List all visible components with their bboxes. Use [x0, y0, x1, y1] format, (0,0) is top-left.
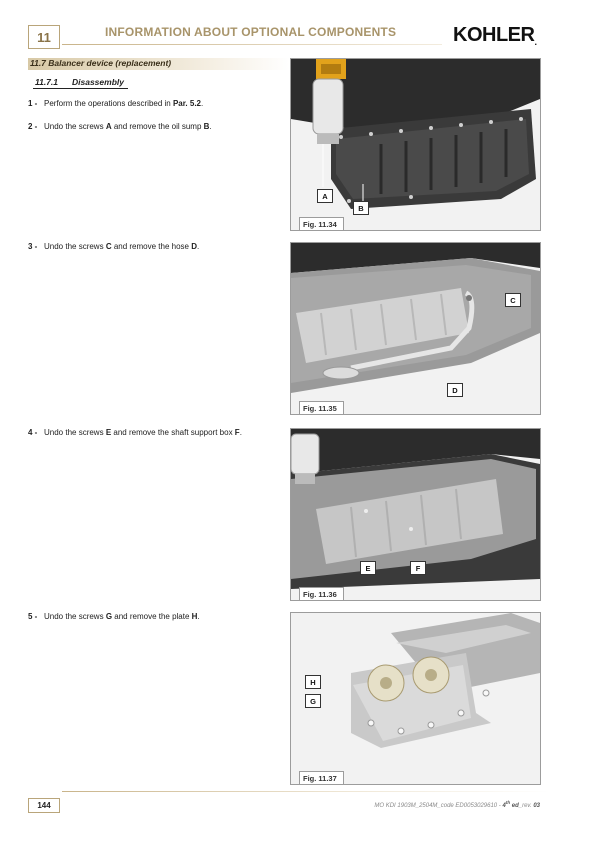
step-3: 3 - Undo the screws C and remove the hose D.: [28, 242, 200, 251]
figure-caption: Fig. 11.36: [299, 587, 344, 601]
callout-label-f: F: [410, 561, 426, 575]
callout-label-h: H: [305, 675, 321, 689]
callout-label-d: D: [447, 383, 463, 397]
header-title: INFORMATION ABOUT OPTIONAL COMPONENTS: [105, 25, 397, 39]
subsection-underline: [33, 88, 128, 89]
step-1: 1 - Perform the operations described in Par. 5.2.: [28, 99, 204, 108]
figure-oil-sump: [290, 58, 541, 231]
figure-shaft-support-box: [290, 428, 541, 601]
header-divider: [62, 44, 442, 45]
step-2: 2 - Undo the screws A and remove the oil sump B.: [28, 122, 212, 131]
subsection-number: 11.7.1: [35, 77, 59, 87]
plate-illustration: [291, 613, 540, 784]
callout-label-e: E: [360, 561, 376, 575]
footer-divider: [62, 791, 550, 792]
step-4: 4 - Undo the screws E and remove the shaft support box F.: [28, 428, 242, 437]
document-code: MO KDI 1903M_2504M_code ED0053029610 - 4th ed_rev. 03: [374, 800, 540, 809]
callout-label-c: C: [505, 293, 521, 307]
chapter-number: 11: [28, 25, 60, 49]
subsection-title: Disassembly: [72, 77, 124, 87]
figure-caption: Fig. 11.34: [299, 217, 344, 231]
callout-label-b: B: [353, 201, 369, 215]
page-number: 144: [28, 798, 60, 813]
figure-caption: Fig. 11.37: [299, 771, 344, 785]
step-5: 5 - Undo the screws G and remove the plate H.: [28, 612, 200, 621]
section-title: 11.7 Balancer device (replacement): [30, 58, 172, 68]
callout-label-a: A: [317, 189, 333, 203]
figure-caption: Fig. 11.35: [299, 401, 344, 415]
figure-plate: [290, 612, 541, 785]
callout-label-g: G: [305, 694, 321, 708]
oil-sump-illustration: [291, 59, 540, 230]
kohler-logo: KOHLER.: [453, 24, 537, 47]
figure-hose: [290, 242, 541, 415]
hose-illustration: [291, 243, 540, 414]
